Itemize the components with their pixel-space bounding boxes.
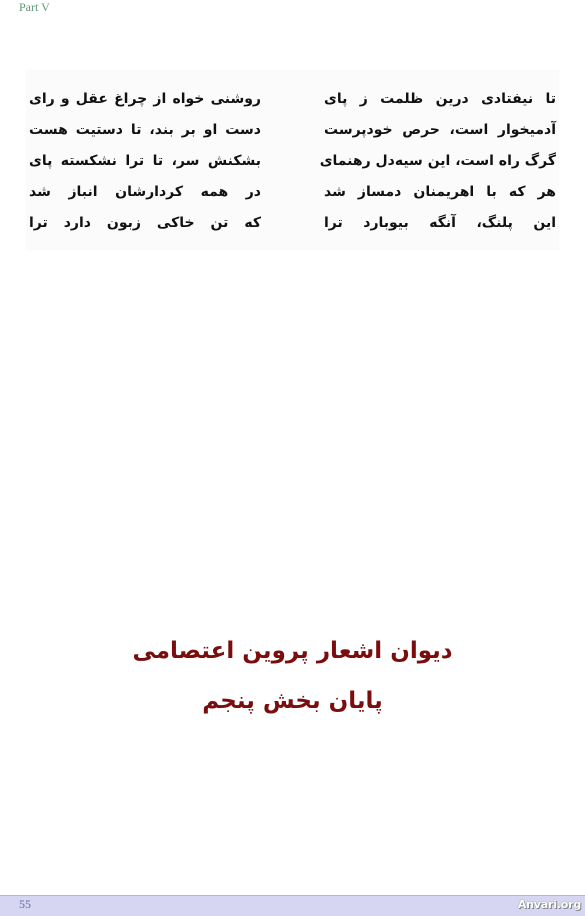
closing-subtitle: پایان بخش پنجم	[202, 688, 383, 714]
closing-title: دیوان اشعار پروین اعتصامی	[132, 638, 453, 664]
verse-left-2: دست او بر بند، تا دستیت هست	[29, 122, 261, 138]
verse-left-4: در همه کردارشان انباز شد	[29, 184, 261, 200]
verse-right-1: تا نیفتادی درین ظلمت ز پای	[324, 91, 556, 107]
footer-bar	[0, 895, 585, 916]
verse-right-2: آدمیخوار است، حرص خودپرست	[324, 122, 556, 138]
verse-right-3: گرگ راه است، این سیه‌دل رهنمای	[319, 153, 556, 169]
verse-left-5: که تن خاکی زبون دارد ترا	[29, 215, 261, 231]
verse-left-1: روشنی خواه از چراغ عقل و رای	[29, 91, 261, 107]
verse-right-4: هر که با اهریمنان دمساز شد	[324, 184, 556, 200]
verse-left-3: بشکنش سر، تا ترا نشکسته پای	[29, 153, 261, 169]
watermark-logo: Anvari.org	[517, 898, 581, 911]
poem-block	[26, 70, 559, 250]
poem-right-column	[319, 84, 556, 239]
poem-left-column	[29, 84, 261, 239]
verse-right-5: این پلنگ، آنگه بیوبارد ترا	[324, 215, 556, 231]
page-number: 55	[19, 897, 31, 911]
part-label: Part V	[19, 0, 50, 14]
